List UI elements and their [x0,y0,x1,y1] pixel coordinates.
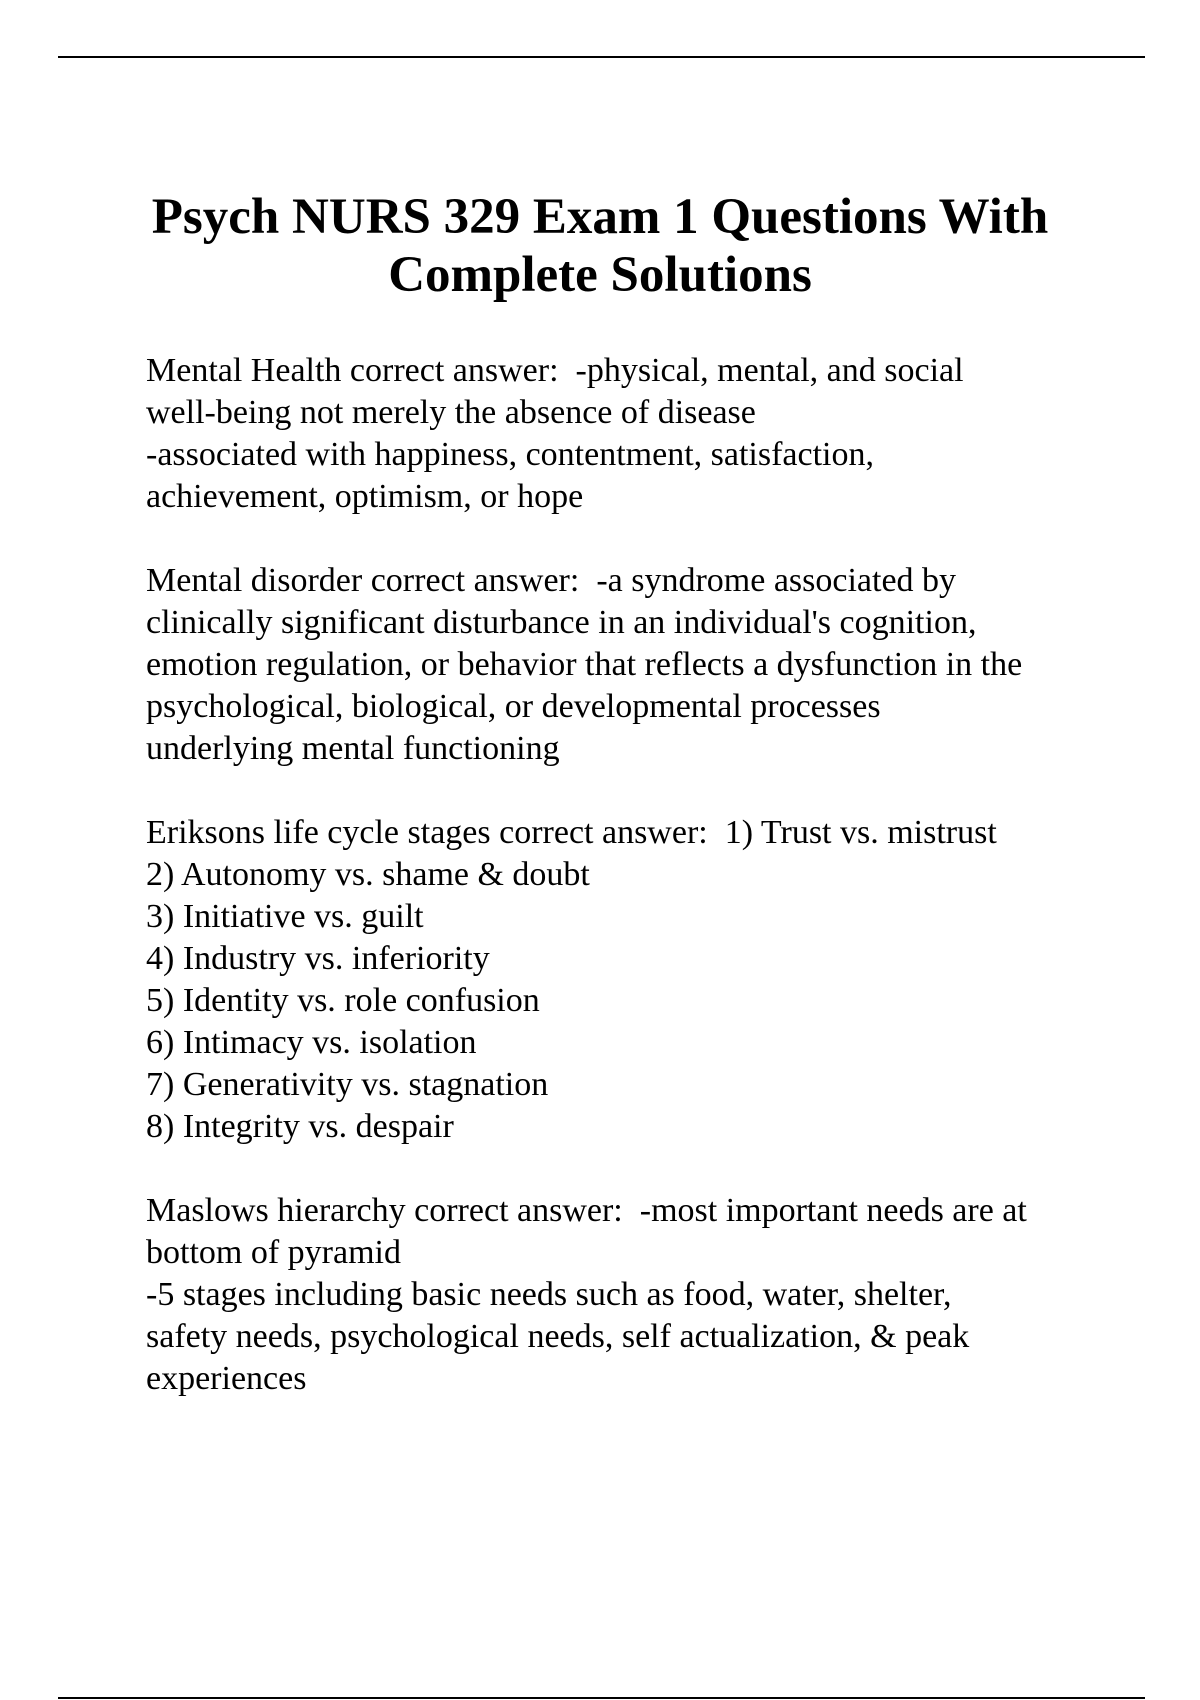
entry-line: -associated with happiness, contentment, satisfaction, [146,436,874,473]
entry-line: 5) Identity vs. role confusion [146,982,540,1019]
entry-line: 3) Initiative vs. guilt [146,898,424,935]
document-body [146,350,1106,1442]
header-rule [58,56,1145,58]
document-title [100,188,1100,304]
entry-line: well-being not merely the absence of disease [146,394,756,431]
entry-line: 2) Autonomy vs. shame & doubt [146,856,590,893]
qa-entry-mental-disorder [146,560,1106,770]
entry-line: clinically significant disturbance in an individual's cognition, [146,604,977,641]
entry-line: underlying mental functioning [146,730,560,767]
title-line: Psych NURS 329 Exam 1 Questions With [151,189,1049,245]
entry-line: emotion regulation, or behavior that reflects a dysfunction in the [146,646,1023,683]
entry-line: bottom of pyramid [146,1234,401,1271]
entry-line: safety needs, psychological needs, self actualization, & peak [146,1318,970,1355]
qa-entry-erikson-stages [146,812,1106,1148]
entry-line: 7) Generativity vs. stagnation [146,1066,549,1103]
entry-line: Eriksons life cycle stages correct answer: 1) Trust vs. mistrust [146,814,997,851]
entry-line: achievement, optimism, or hope [146,478,584,515]
entry-line: 6) Intimacy vs. isolation [146,1024,477,1061]
qa-entry-maslow-hierarchy [146,1190,1106,1400]
entry-line: Maslows hierarchy correct answer: -most important needs are at [146,1192,1027,1229]
entry-line: 8) Integrity vs. despair [146,1108,454,1145]
entry-line: psychological, biological, or developmental processes [146,688,881,725]
title-line: Complete Solutions [388,247,812,303]
entry-line: 4) Industry vs. inferiority [146,940,490,977]
entry-line: experiences [146,1360,307,1397]
footer-rule [58,1697,1145,1699]
qa-entry-mental-health [146,350,1106,518]
entry-line: Mental Health correct answer: -physical, mental, and social [146,352,964,389]
entry-line: Mental disorder correct answer: -a syndrome associated by [146,562,957,599]
entry-line: -5 stages including basic needs such as food, water, shelter, [146,1276,952,1313]
